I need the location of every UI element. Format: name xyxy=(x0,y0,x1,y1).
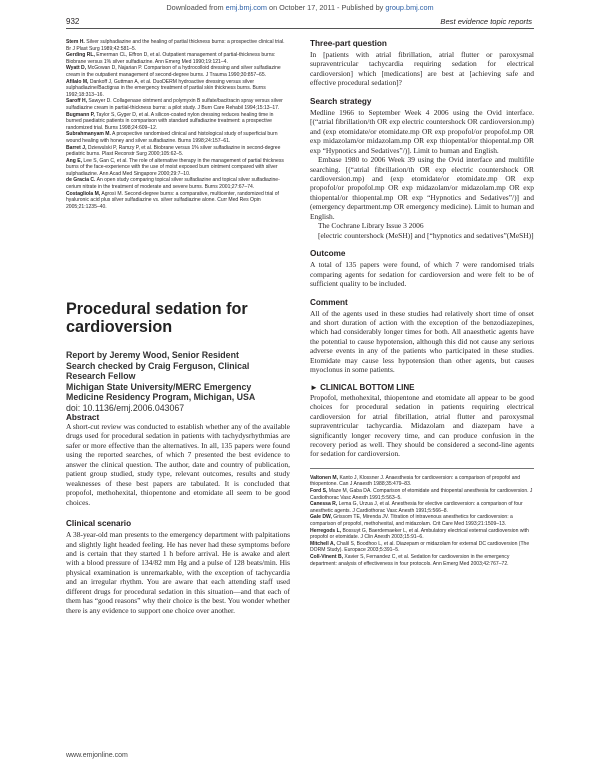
reference-item xyxy=(66,131,290,144)
download-mid: on October 17, 2011 - Published by xyxy=(269,3,384,12)
reference-item xyxy=(66,112,290,132)
reference-item xyxy=(310,528,534,541)
reference-text: Bossuyt G, Baerdemaeker L, et al. Ambulatory electrical external cardioversion with propofol or etomidate. J Clin Anesth 2003;15:91–6. xyxy=(310,527,529,541)
publisher-site-link[interactable]: group.bmj.com xyxy=(385,3,434,12)
reference-authors: Gerding RL, xyxy=(66,52,95,59)
search-heading: Search strategy xyxy=(310,96,372,106)
reference-text: McGowan D, Najarian P. Comparison of a hydrocolloid dressing and silver sulfadiazine cream in the outpatient management of second-degree burns. J Trauma 1990;30:857–65. xyxy=(66,65,281,78)
download-banner xyxy=(0,3,600,12)
reference-item xyxy=(66,158,290,178)
left-column xyxy=(66,39,290,615)
reference-item xyxy=(66,52,290,65)
reference-text: Dziewulski P, Ramzy P, et al. Biobrane versus 1% silver sulfadiazine in second-degree pediatric burns. Plast Reconstr Surg 2000;105:62–5. xyxy=(66,144,281,158)
reference-authors: Herregods L, xyxy=(310,527,342,534)
abstract-heading: Abstract xyxy=(66,413,100,422)
reference-item xyxy=(310,554,534,567)
reference-text: Emerman CL, Effron D, et al. Outpatient management of partial-thickness burns: Biobrane versus 1% silver sulfadiazine. Ann Emerg Med 1990;19:121–4. xyxy=(66,52,276,65)
reference-item xyxy=(66,39,290,52)
reference-authors: Stem H. xyxy=(66,39,85,45)
reference-item xyxy=(66,98,290,111)
page-number: 932 xyxy=(66,17,80,26)
download-prefix: Downloaded from xyxy=(166,3,224,12)
comment-text: All of the agents used in these studies had relatively short time of onset and short duration of action with the exception of the benzodiazepines, which had considerably longer times for both. All anaesthetic agents have the potential to cause hypotension, although this did not cause any serious adverse events in any of the patients who participated in these studies. Etomidate may cause less hypotension than other agents, but causes myoclonus in some patients. xyxy=(310,308,534,375)
reference-item xyxy=(66,145,290,158)
reference-authors: Gale DW, xyxy=(310,514,332,521)
right-reference-list xyxy=(310,475,534,635)
reference-authors: Ang E, xyxy=(66,157,82,164)
reference-item xyxy=(66,191,290,211)
reference-authors: Ford S, xyxy=(310,488,328,495)
reference-text: Silver sulphadiazine and the healing of partial thickness burns: a prospective clinical trial. Br J Plast Surg 1989;42:581–5. xyxy=(66,39,285,52)
reference-text: Lema G, Urzua J, et al. Anesthesia for elective cardioversion: a comparison of four anesthetic agents. J Cardiothorac Vasc Anesth 1991;5:566–8. xyxy=(310,501,523,514)
search-cochrane: The Cochrane Library Issue 3 2006 xyxy=(318,221,424,231)
scenario-heading: Clinical scenario xyxy=(66,519,132,529)
reference-authors: Subrahmanyam M. xyxy=(66,131,111,138)
reference-item xyxy=(66,177,290,190)
reference-authors: Afilalo M, xyxy=(66,78,89,85)
reference-authors: Costagliola M, xyxy=(66,190,101,197)
question-heading: Three-part question xyxy=(310,39,387,48)
reference-authors: Canessa R, xyxy=(310,501,338,508)
reference-item xyxy=(66,65,290,78)
reference-authors: Bugmann P, xyxy=(66,111,95,118)
byline-report: Report by Jeremy Wood, Senior Resident xyxy=(66,350,239,360)
doi: doi: 10.1136/emj.2006.043067 xyxy=(66,402,185,413)
affiliation: Michigan State University/MERC Emergency Medicine Residency Program, Michigan, USA xyxy=(66,381,256,402)
footer-url: www.emjonline.com xyxy=(66,752,128,759)
scenario-text: A 38-year-old man presents to the emergency department with palpitations and slightly light headed feeling. He has never had these symptoms before and is certain that they started 1 h before arrival. He is awake and alert with a blood pressure of 134/82 mm Hg and a pulse of 128 beats/min. His physical examination is unremarkable, with the exception of tachycardia and an irregular rhythm. You are aware that each attending staff used different drugs for procedural sedation in this situation—and that each of them has “good reasons” why their choice is the best. You wonder whether there is any evidence to support one choice over another. xyxy=(66,530,290,615)
reference-authors: Saroff H, xyxy=(66,98,88,105)
reference-text: An open study comparing topical silver sulfadiazine and topical silver sulfadiazine-cerium nitrate in the treatment of moderate and severe burns. Burns 2001;27:67–74. xyxy=(66,177,280,191)
clinical-bottom-line-text: Propofol, methohexital, thiopentone and etomidate all appear to be good choices for procedural sedation in patients requiring electrical cardioversion for atrial fibrillation, atrial flutter and paroxysmal supraventricular tachycardia. Midazolam and diazepam have a significantly longer recovery time, and can produce confusion in the recovery period as well. They should be considered a second-line agents for sedation for cardioversion. xyxy=(310,392,534,459)
reference-item xyxy=(66,79,290,99)
left-reference-list xyxy=(66,39,290,269)
reference-item xyxy=(310,488,534,501)
abstract-text: A short-cut review was conducted to establish whether any of the available drugs used for procedural sedation in patients with tachydysrhythmias are safer or more effective than the alternatives. In all, 135 papers were found using the reported searches, of which 7 presented the best evidence to answer the clinical question. The author, date and country of publication, patient group studied, study type, relevant outcomes, results and study weaknesses of these best papers are tabulated. It is concluded that propofol, methohexital, thiopentone and etomidate all seem to be good choices. xyxy=(66,422,290,507)
reference-authors: Coll-Vinent B, xyxy=(310,553,343,560)
reference-text: Grissom TE, Mirenda JV. Titration of intravenous anesthetics for cardioversion: a comparison of propofol, methohexital, and midazolam. Crit Care Med 1993;21:1509–13. xyxy=(310,514,513,528)
question-text: In [patients with atrial fibrillation, atrial flutter or paroxysmal supraventricular tachycardia requiring sedation for electrical cardioversion] which [medications] are best at [achieving safe and effective procedural sedation]? xyxy=(310,50,534,88)
outcome-text: A total of 135 papers were found, of which 7 were randomised trials comparing agents for sedation for cardioversion and were felt to be of sufficient quality to be included. xyxy=(310,260,534,289)
reference-text: A prospective randomised clinical and histological study of superficial burn wound healing with honey and silver sulfadiazine. Burns 1998;24:157–61. xyxy=(66,131,278,144)
header-rule xyxy=(66,28,534,29)
reference-item xyxy=(310,514,534,527)
reference-authors: Valtonen M, xyxy=(310,474,339,481)
reference-authors: Wyatt D, xyxy=(66,65,87,72)
byline-search: Search checked by Craig Ferguson, Clinical Research Fellow xyxy=(66,360,250,381)
reference-item xyxy=(310,501,534,514)
reference-text: Lee S, Gan C, et al. The role of alternative therapy in the management of partial thickness burns of the face-experience with the use of moist exposed burn ointment compared with silver sulphadiazine. Ann Acad Med Singapore 2000;29:7–10. xyxy=(66,157,284,177)
outcome-heading: Outcome xyxy=(310,249,346,259)
right-column xyxy=(310,39,534,635)
reference-text: Kanto J, Klossner J. Anaesthesia for cardioversion: a comparison of propofol and thiopentone. Can J Anaesth 1988;35:479–83. xyxy=(310,474,521,488)
reference-text: Dankoff J, Guttman A, et al. DuoDERM hydroactive dressing versus silver sulphadiazine/Bactigras in the emergency treatment of partial skin thickness burns. Burns 1992;18:313–16. xyxy=(66,78,266,98)
reference-text: Xavier S, Fernandez C, et al. Sedation for cardioversion in the emergency department: analysis of effectiveness in four protocols. Ann Emerg Med 2003;42:767–72. xyxy=(310,553,510,567)
reference-item xyxy=(310,541,534,554)
reference-text: Maze M, Gaba DA. Comparison of etomidate and thiopental anesthesia for cardioversion. J Cardiothorac Vasc Anesth 1991;5:563–5. xyxy=(310,488,533,501)
reference-authors: Mitchell A, xyxy=(310,540,336,547)
search-embase: Embase 1980 to 2006 Week 39 using the Ovid interface and multifile searching. [(“atrial fibrillation/th OR exp electric countershock OR cardioversion.mp) and (exp etomidate/or etomidate.mp OR exp propofol/or propofol.mp OR exp midazolam/or midazolam.mp OR exp thiopental/or thiopental.mp OR exp “Hypnotics and Sedatives”/)] and (emergency department.mp OR emergency medicine). Limit to human and English. xyxy=(310,155,534,221)
references-divider xyxy=(310,468,534,469)
comment-heading: Comment xyxy=(310,297,348,307)
download-site-link[interactable]: emj.bmj.com xyxy=(225,3,267,12)
clinical-bottom-line-heading: ► CLINICAL BOTTOM LINE xyxy=(310,382,415,392)
running-head: Best evidence topic reports xyxy=(440,17,532,26)
reference-authors: Barret J, xyxy=(66,144,87,151)
reference-authors: de Gracia C. xyxy=(66,177,96,184)
reference-text: Taylor S, Gyger D, et al. A silicon-coated nylon dressing reduces healing time in burned paediatric patients in comparison with standard sulfadiazine treatment: a prospective randomized trial. Burns 1998;24:609–12. xyxy=(66,111,274,131)
article-title: Procedural sedation for cardioversion xyxy=(66,300,248,336)
search-medline: Medline 1966 to September Week 4 2006 using the Ovid interface. [(“atrial fibrillation/th OR exp electric countershock OR cardioversion.mp) and (exp etomidate/or etomidate.mp OR exp propofol/or propofol.mp OR exp midazolam/or midazolam.mp OR exp thiopental/or thiopental.mp OR exp “Hypnotics and Sedatives”/)]. Limit to human and English. xyxy=(310,107,534,155)
reference-item xyxy=(310,475,534,488)
reference-text: Sawyer D. Collagenase ointment and polymyxin B sulfate/bacitracin spray versus silver sulfadiazine cream in partial-thickness burns: a pilot study. J Burn Care Rehabil 1994;15:13–17. xyxy=(66,98,283,111)
search-cochrane-terms: [electric countershock (MeSH)] and [“hypnotics and sedatives”(MeSH)] xyxy=(318,230,534,240)
reference-text: Agrosì M. Second-degree burns: a comparative, multicenter, randomized trial of hyaluronic acid plus silver sulfadiazine vs. silver sulfadiazine alone. Curr Med Res Opin 2005;21:1235–40. xyxy=(66,190,279,210)
reference-text: Chalil S, Boodhoo L, et al. Diazepam or midazolam for external DC cardioversion (The DORM Study). Europace 2003;5:391–5. xyxy=(310,540,530,554)
